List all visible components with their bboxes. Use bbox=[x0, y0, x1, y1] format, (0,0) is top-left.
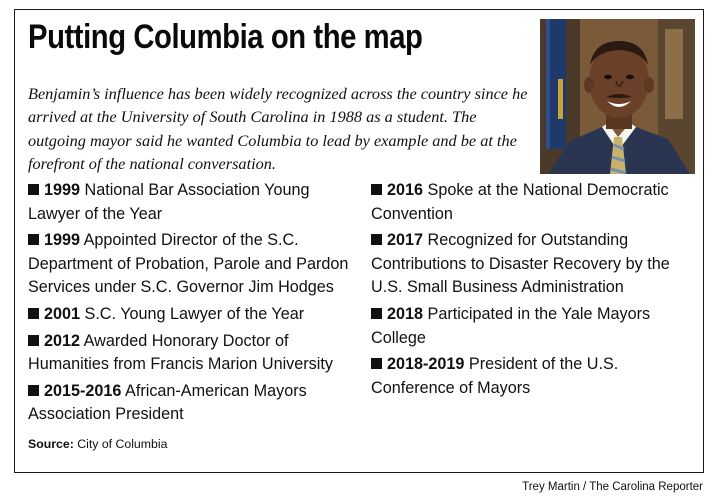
item-year: 1999 bbox=[44, 231, 81, 250]
item-text: S.C. Young Lawyer of the Year bbox=[84, 304, 305, 323]
timeline-left-column bbox=[28, 179, 358, 430]
item-year: 2018-2019 bbox=[387, 355, 465, 374]
source-note bbox=[28, 437, 167, 451]
bullet-square-icon bbox=[28, 234, 39, 245]
bullet-square-icon bbox=[371, 308, 382, 319]
bullet-square-icon bbox=[371, 184, 382, 195]
page-title: Putting Columbia on the map bbox=[28, 18, 423, 56]
item-year: 2016 bbox=[387, 181, 424, 199]
list-item bbox=[28, 330, 358, 377]
bullet-square-icon bbox=[28, 335, 39, 346]
item-text: National Bar Association Young Lawyer of the Year bbox=[28, 181, 310, 223]
item-year: 2018 bbox=[387, 304, 424, 323]
item-year: 1999 bbox=[44, 181, 81, 199]
list-item bbox=[28, 229, 358, 300]
bullet-square-icon bbox=[371, 358, 382, 369]
list-item bbox=[371, 353, 691, 400]
item-text: African-American Mayors Association President bbox=[28, 381, 307, 424]
source-label: Source: bbox=[28, 437, 74, 451]
list-item bbox=[371, 179, 691, 226]
photo-credit: Trey Martin / The Carolina Reporter bbox=[522, 481, 703, 493]
item-text: Participated in the Yale Mayors College bbox=[371, 304, 651, 347]
list-item bbox=[28, 303, 358, 327]
item-year: 2012 bbox=[44, 331, 81, 350]
bullet-square-icon bbox=[28, 184, 39, 195]
list-item bbox=[371, 229, 691, 300]
list-item bbox=[28, 179, 358, 226]
item-year: 2017 bbox=[387, 231, 424, 250]
bullet-square-icon bbox=[371, 234, 382, 245]
bullet-square-icon bbox=[28, 385, 39, 396]
item-text: Recognized for Outstanding Contributions to Disaster Recovery by the U.S. Small Business Administration bbox=[371, 231, 670, 297]
item-text: Awarded Honorary Doctor of Humanities from Francis Marion University bbox=[28, 331, 333, 374]
item-year: 2015-2016 bbox=[44, 381, 122, 400]
portrait-photo bbox=[540, 19, 695, 174]
item-year: 2001 bbox=[44, 304, 81, 323]
item-text: Appointed Director of the S.C. Department of Probation, Parole and Pardon Services under S.C. Governor Jim Hodges bbox=[28, 231, 349, 297]
intro-paragraph: Benjamin’s influence has been widely recognized across the country since he arrived at the University of South Carolina in 1988 as a student. The outgoing mayor said he wanted Columbia to lead by example and be at the forefront of the national conversation. bbox=[28, 84, 528, 173]
source-text: City of Columbia bbox=[77, 437, 168, 451]
list-item bbox=[28, 380, 358, 427]
list-item bbox=[371, 303, 691, 350]
item-text: President of the U.S. Conference of Mayors bbox=[371, 355, 619, 397]
timeline-right-column bbox=[371, 179, 691, 403]
item-text: Spoke at the National Democratic Convention bbox=[371, 181, 669, 223]
bullet-square-icon bbox=[28, 308, 39, 319]
